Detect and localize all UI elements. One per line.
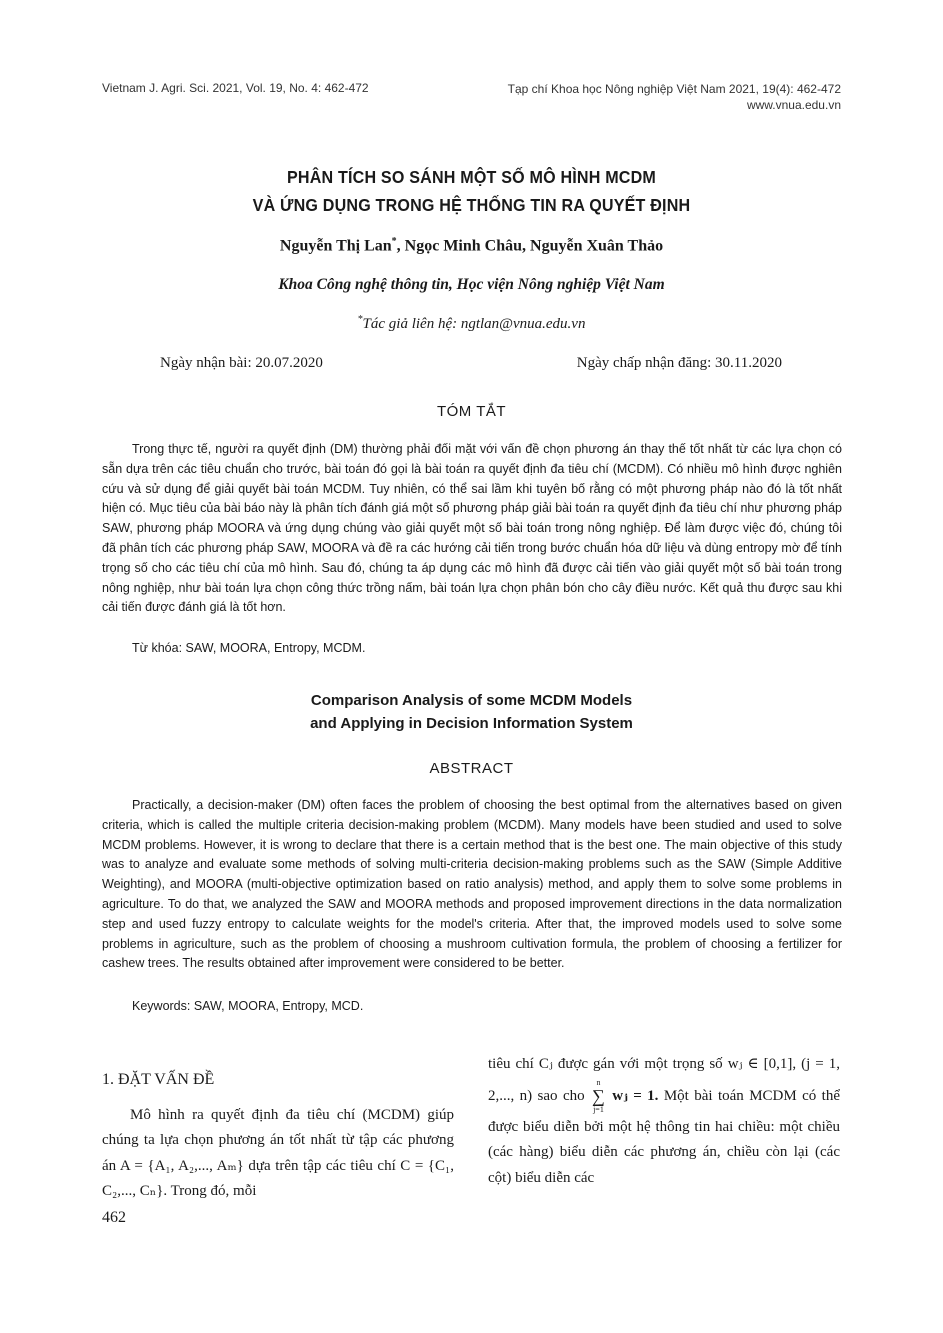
abstract-keywords: Keywords: SAW, MOORA, Entropy, MCD.	[132, 999, 364, 1013]
sum-symbol	[592, 1078, 605, 1115]
corresponding-email: Tác giả liên hệ: ngtlan@vnua.edu.vn	[362, 316, 586, 332]
corresponding-mark-note: *	[357, 314, 363, 325]
column-right	[488, 1052, 840, 1191]
english-title	[0, 689, 943, 735]
weights-formula: wⱼ = 1.	[612, 1087, 659, 1104]
author-list	[0, 236, 943, 255]
intro-text-a: tiêu chí Cⱼ được gán với một trọng số wⱼ ∈ [0,1], (j = 1, 2,..., n) sao cho	[488, 1056, 840, 1104]
accepted-date: Ngày chấp nhận đăng: 30.11.2020	[576, 355, 782, 371]
journal-header-vn-line1: Tạp chí Khoa học Nông nghiệp Việt Nam 2021, 19(4): 462-472	[507, 82, 841, 96]
tomtat-keywords: Từ khóa: SAW, MOORA, Entropy, MCDM.	[132, 641, 366, 655]
corresponding-author	[0, 314, 943, 333]
page-number: 462	[102, 1209, 126, 1226]
intro-paragraph-cont	[488, 1052, 840, 1191]
sum-upper: n	[596, 1077, 601, 1087]
paper-title-line1: PHÂN TÍCH SO SÁNH MỘT SỐ MÔ HÌNH MCDM	[286, 167, 657, 187]
english-title-line2: and Applying in Decision Information System	[310, 715, 633, 732]
intro-paragraph: Mô hình ra quyết định đa tiêu chí (MCDM) giúp chúng ta lựa chọn phương án tốt nhất từ tập các phương án A = {A₁, A₂,..., Aₘ} dựa trên tập các tiêu chí C = {C₁, C₂,..., Cₙ}. Trong đó, mỗi	[102, 1106, 454, 1199]
column-left	[102, 1052, 454, 1205]
abstract-body	[102, 796, 842, 974]
journal-header-en: Vietnam J. Agri. Sci. 2021, Vol. 19, No. 4: 462-472	[102, 81, 369, 95]
abstract-paragraph: Practically, a decision-maker (DM) often faces the problem of choosing the best optimal from the alternatives based on given criteria, which is called the multiple criteria decision-making problem (MCDM). Many models have been studied and used to solve MCDM problems. However, it is wrong to declare that there is a certain method that is the best one. The main objective of this study was to analyze and evaluate some methods of solving multi-criteria decision-making problems such as the SAW (Simple Additive Weighting), and MOORA (multi-objective optimization based on ratio analysis) method, and apply them to solve some problems in agriculture. To do that, we analyzed the SAW and MOORA methods and proposed improvement directions in the data normalization step and used fuzzy entropy to calculate weights for the model's criteria. After that, the improved models used to solve some problems in agriculture, such as the problem of choosing a mushroom cultivation formula, the problem of choosing a fertilizer for cashew trees. The results obtained after improvement were considered to be better.	[102, 798, 842, 971]
tomtat-body	[102, 440, 842, 618]
sigma-glyph: ∑	[592, 1085, 605, 1106]
affiliation: Khoa Công nghệ thông tin, Học viện Nông nghiệp Việt Nam	[278, 276, 665, 293]
section-heading: 1. ĐẶT VẤN ĐỀ	[102, 1071, 215, 1088]
sum-lower: j=1	[593, 1104, 604, 1114]
other-authors: , Ngọc Minh Châu, Nguyễn Xuân Thảo	[396, 237, 664, 255]
abstract-heading: ABSTRACT	[429, 760, 514, 777]
received-date: Ngày nhận bài: 20.07.2020	[160, 355, 323, 371]
paper-title-line2: VÀ ỨNG DỤNG TRONG HỆ THỐNG TIN RA QUYẾT ĐỊNH	[252, 195, 691, 215]
journal-header-vn	[508, 81, 841, 113]
english-title-line1: Comparison Analysis of some MCDM Models	[310, 692, 633, 709]
tomtat-heading: TÓM TẮT	[436, 403, 507, 420]
paper-title	[38, 163, 906, 219]
intro-text-b: Một bài toán MCDM có thể được biểu diễn bởi một hệ thông tin hai chiều: một chiều (các hàng) biểu diễn các phương án, chiều còn lại (các cột) biểu diễn các	[488, 1087, 840, 1186]
first-author: Nguyễn Thị Lan	[279, 237, 392, 255]
tomtat-paragraph: Trong thực tế, người ra quyết định (DM) thường phải đối mặt với vấn đề chọn phương án thay thế tốt nhất từ các lựa chọn có sẵn dựa trên các tiêu chuẩn cho trước, bài toán đó gọi là bài toán ra quyết định đa tiêu chí (MCDM). Có nhiều mô hình được nghiên cứu và sử dụng để giải quyết bài toán MCDM. Tuy nhiên, có thể sai lầm khi tuyên bố rằng có một phương pháp nào đó là tốt nhất hiện có. Mục tiêu của bài báo này là phân tích đánh giá một số phương pháp giải bài toán ra quyết định đa tiêu chí như phương pháp SAW, phương pháp MOORA và ứng dụng chúng vào giải quyết một số bài toán trong nông nghiệp. Để làm được việc đó, chúng tôi đã phân tích các phương pháp SAW, MOORA và đề ra các hướng cải tiến trong bước chuẩn hóa dữ liệu và dùng entropy mờ để tính trọng số cho các tiêu chí của mô hình. Sau đó, chúng ta áp dụng các mô hình đã được cải tiến vào giải quyết một số bài toán trong nông nghiệp, như bài toán lựa chọn công thức trồng nấm, bài toán lựa chọn phân bón cho cây điều nước. Kết quả thu được sau khi cải tiến được đánh giá là tốt hơn.	[102, 442, 842, 615]
journal-website: www.vnua.edu.vn	[746, 98, 841, 112]
corresponding-mark: *	[391, 236, 397, 247]
